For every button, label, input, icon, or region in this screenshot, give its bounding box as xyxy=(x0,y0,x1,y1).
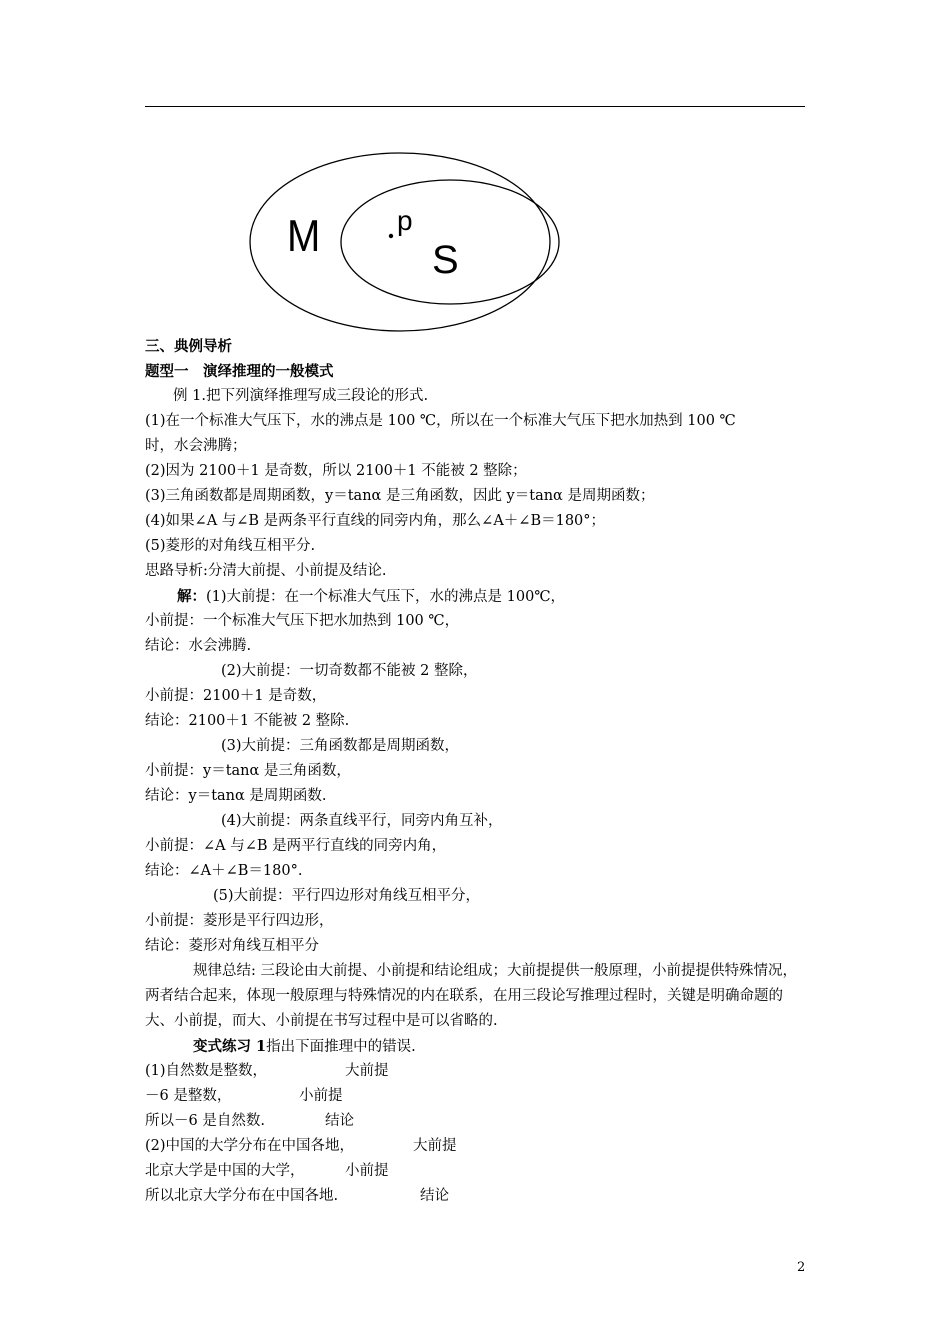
solution-1-minor: 小前提：一个标准大气压下把水加热到 100 ℃， xyxy=(145,613,460,629)
type-title: 题型一 演绎推理的一般模式 xyxy=(145,363,334,380)
solution-2-minor: 小前提：2100＋1 是奇数， xyxy=(145,688,327,704)
exercise-row xyxy=(145,1184,805,1209)
exercise-role: 小前提 xyxy=(299,1088,343,1104)
exercise-statement: 北京大学是中国的大学， xyxy=(145,1163,305,1179)
section-title: 三、典例导析 xyxy=(145,338,232,355)
solution-3-major: (3)大前提：三角函数都是周期函数， xyxy=(221,738,460,754)
venn-diagram xyxy=(240,150,560,335)
example-item-2: (2)因为 2100＋1 是奇数，所以 2100＋1 不能被 2 整除； xyxy=(145,463,527,479)
exercise-text: 指出下面推理中的错误. xyxy=(266,1039,416,1055)
exercise-statement: －6 是整数， xyxy=(145,1088,232,1104)
exercise-row xyxy=(145,1059,805,1084)
solution-label: 解： xyxy=(177,588,206,605)
solution-4-minor: 小前提：∠A 与∠B 是两平行直线的同旁内角， xyxy=(145,838,447,854)
solution-5-conclusion: 结论：菱形对角线互相平分 xyxy=(145,938,319,954)
solution-2-conclusion: 结论：2100＋1 不能被 2 整除. xyxy=(145,713,350,729)
solution-5-major: (5)大前提：平行四边形对角线互相平分， xyxy=(213,888,481,904)
exercise-row xyxy=(145,1159,805,1184)
exercise-role: 大前提 xyxy=(413,1138,457,1154)
example-item-4: (4)如果∠A 与∠B 是两条平行直线的同旁内角，那么∠A＋∠B＝180°； xyxy=(145,513,606,529)
solution-1-major xyxy=(145,584,805,609)
exercise-statement: 所以北京大学分布在中国各地. xyxy=(145,1188,339,1204)
rule-summary xyxy=(145,959,805,1034)
example-intro: 例 1.把下列演绎推理写成三段论的形式. xyxy=(173,388,429,404)
exercise-label: 变式练习 1 xyxy=(193,1038,267,1055)
point-label-p: p xyxy=(397,205,413,236)
solution-5-minor: 小前提：菱形是平行四边形， xyxy=(145,913,334,929)
point-p-dot xyxy=(389,234,393,238)
exercise-row xyxy=(145,1109,805,1134)
solution-4-major: (4)大前提：两条直线平行，同旁内角互补， xyxy=(221,813,503,829)
exercise-statement: 所以－6 是自然数. xyxy=(145,1113,265,1129)
header-rule xyxy=(145,106,805,107)
solution-1-conclusion: 结论：水会沸腾. xyxy=(145,638,252,654)
exercise-statement: (2)中国的大学分布在中国各地， xyxy=(145,1138,355,1154)
document-body xyxy=(145,334,805,1209)
outer-label-m: M xyxy=(287,210,321,261)
solution-3-conclusion: 结论：y＝tanα 是周期函数. xyxy=(145,788,327,804)
solution-3-minor: 小前提：y＝tanα 是三角函数， xyxy=(145,763,351,779)
example-hint: 思路导析:分清大前提、小前提及结论. xyxy=(145,563,387,579)
exercise-heading xyxy=(145,1034,805,1059)
example-item-1b: 时，水会沸腾； xyxy=(145,438,247,454)
example-item-1a: (1)在一个标准大气压下，水的沸点是 100 ℃，所以在一个标准大气压下把水加热到 100 ℃ xyxy=(145,413,736,429)
exercise-role: 小前提 xyxy=(345,1163,389,1179)
exercise-row xyxy=(145,1084,805,1109)
example-item-3: (3)三角函数都是周期函数，y＝tanα 是三角函数，因此 y＝tanα 是周期函数； xyxy=(145,488,655,504)
solution-1-major-text: (1)大前提：在一个标准大气压下，水的沸点是 100℃， xyxy=(206,589,566,605)
exercise-statement: (1)自然数是整数， xyxy=(145,1063,268,1079)
exercise-row xyxy=(145,1134,805,1159)
rule-summary-text: 规律总结: 三段论由大前提、小前提和结论组成；大前提提供一般原理，小前提提供特殊情况，两者结合起来，体现一般原理与特殊情况的内在联系，在用三段论写推理过程时，关键是明确命题的大、小前提，而大、小前提在书写过程中是可以省略的. xyxy=(145,963,797,1029)
example-item-5: (5)菱形的对角线互相平分. xyxy=(145,538,316,554)
solution-2-major: (2)大前提：一切奇数都不能被 2 整除， xyxy=(221,663,478,679)
solution-4-conclusion: 结论：∠A＋∠B＝180°. xyxy=(145,863,303,879)
exercise-role: 大前提 xyxy=(345,1063,389,1079)
exercise-role: 结论 xyxy=(325,1113,354,1129)
page-number: 2 xyxy=(797,1260,806,1275)
exercise-role: 结论 xyxy=(420,1188,449,1204)
inner-label-s: S xyxy=(432,238,459,282)
